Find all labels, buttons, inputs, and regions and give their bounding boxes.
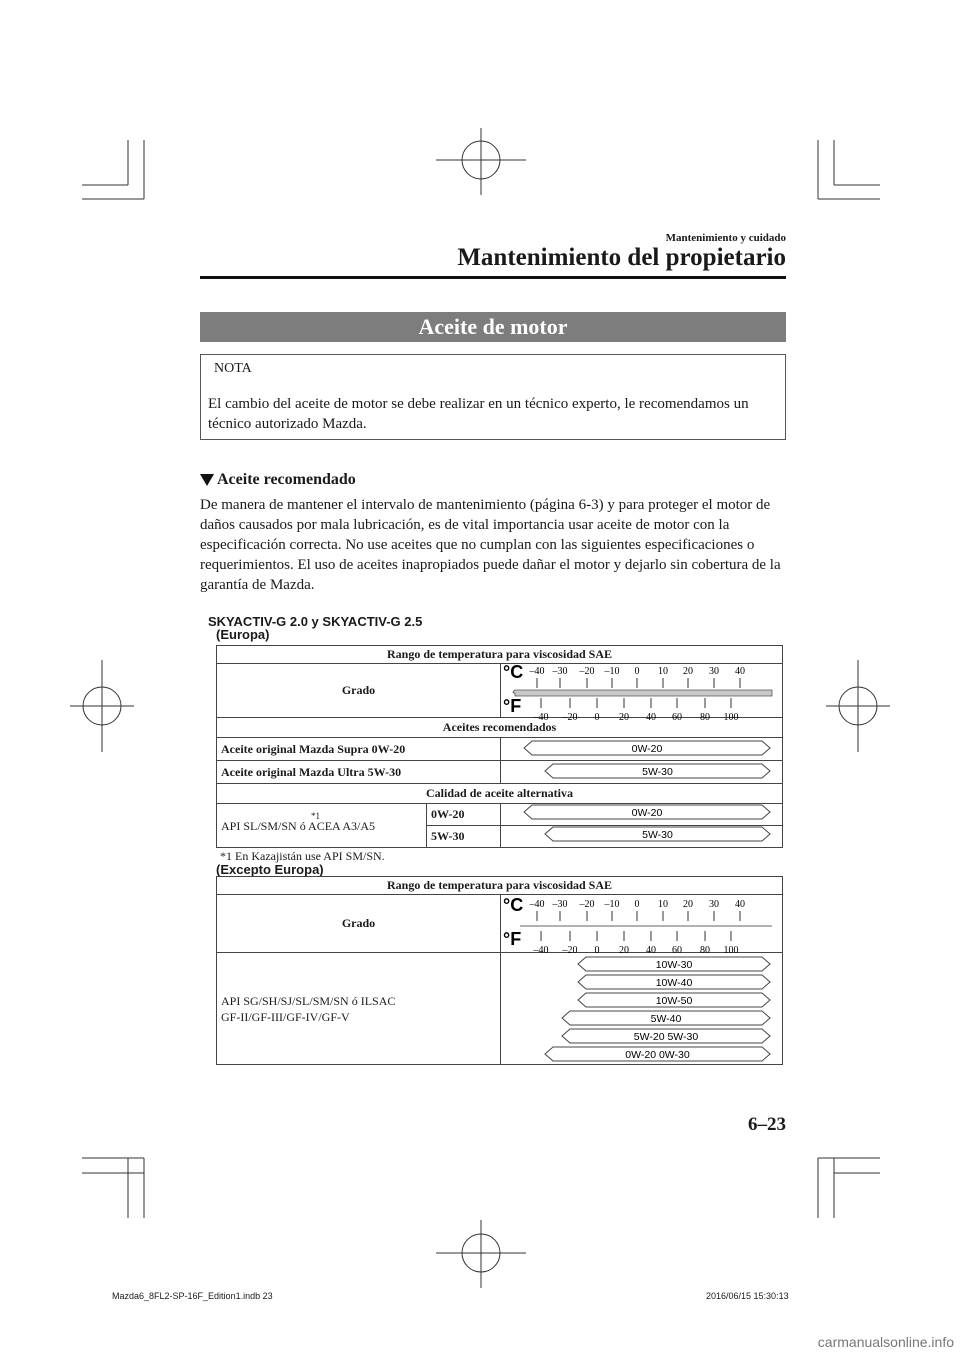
celsius-tick-label: –30 xyxy=(552,666,568,677)
europe-recommended-2: Aceite original Mazda Ultra 5W-30 xyxy=(217,761,501,784)
celsius-tick-label: –30 xyxy=(552,899,568,910)
celsius-tick-label: 0 xyxy=(634,666,640,677)
celsius-tick-label: 30 xyxy=(709,666,719,677)
celsius-tick-label: 20 xyxy=(683,666,693,677)
footnote: *1 En Kazajistán use API SM/SN. xyxy=(220,849,385,863)
chapter-title: Mantenimiento y cuidado xyxy=(665,232,786,244)
fahrenheit-symbol: °F xyxy=(503,696,522,716)
fahrenheit-tick-label: 100 xyxy=(723,945,739,956)
page-number: 6–23 xyxy=(748,1114,786,1135)
body-paragraph: De manera de mantener el intervalo de mantenimiento (página 6-3) y para proteger el motor de daños causados por mala lubricación, es de vital importancia usar aceite de motor con la especificación correcta. No use aceites que no cumplan con las siguientes especificaciones o requerimientos. El uso de aceites inapropiados puede dañar el motor y dejarlo sin cobertura de la garantía de Mazda. xyxy=(200,497,781,593)
note-label: NOTA xyxy=(214,361,252,376)
range-bar-alt-2-label: 5W-30 xyxy=(642,829,673,841)
range-bar-10w50-label: 10W-50 xyxy=(655,995,693,1007)
fahrenheit-tick-label: 20 xyxy=(619,712,629,723)
fahrenheit-tick-label: 60 xyxy=(672,712,682,723)
celsius-tick-label: –20 xyxy=(579,899,595,910)
celsius-tick-label: 30 xyxy=(709,899,719,910)
celsius-tick-label: 10 xyxy=(658,899,668,910)
engine-title: SKYACTIV-G 2.0 y SKYACTIV-G 2.5 xyxy=(208,614,423,629)
range-bar-recommended-2-label: 5W-30 xyxy=(642,766,673,778)
fahrenheit-symbol: °F xyxy=(503,929,522,949)
celsius-tick-label: 0 xyxy=(634,899,640,910)
temperature-scale-except-europe xyxy=(503,895,772,956)
europe-alternative-spec-text: API SL/SM/SN ó ACEA A3/A5 xyxy=(221,818,376,833)
range-bar-5w20-5w30-label: 5W-20 5W-30 xyxy=(633,1031,699,1043)
europe-recommended-1: Aceite original Mazda Supra 0W-20 xyxy=(217,738,501,761)
fahrenheit-tick-label: 40 xyxy=(646,945,656,956)
except-europe-spec-line-2: GF-II/GF-III/GF-IV/GF-V xyxy=(221,1009,350,1024)
celsius-tick-label: 40 xyxy=(735,899,745,910)
celsius-tick-label: –10 xyxy=(604,899,620,910)
except-europe-spec-line-1: API SG/SH/SJ/SL/SM/SN ó ILSAC xyxy=(221,993,396,1008)
fahrenheit-tick-label: 20 xyxy=(619,945,629,956)
fahrenheit-tick-label: 100 xyxy=(723,712,739,723)
range-bar-5w40-label: 5W-40 xyxy=(650,1013,682,1025)
fahrenheit-tick-label: –40 xyxy=(533,945,549,956)
footer-file: Mazda6_8FL2-SP-16F_Edition1.indb 23 xyxy=(112,1291,273,1301)
fahrenheit-tick-label: –20 xyxy=(562,712,578,723)
except-europe-header: Rango de temperatura para viscosidad SAE xyxy=(217,877,783,895)
footer-timestamp: 2016/06/15 15:30:13 xyxy=(706,1291,789,1301)
range-bar-alt-1-label: 0W-20 xyxy=(631,807,663,819)
subsection-title: Aceite recomendado xyxy=(217,471,356,488)
section-title: Aceite de motor xyxy=(200,312,786,342)
celsius-tick-label: 10 xyxy=(658,666,668,677)
region-except-europe: (Excepto Europa) xyxy=(216,862,324,877)
celsius-tick-label: –10 xyxy=(604,666,620,677)
fahrenheit-tick-label: 0 xyxy=(594,945,600,956)
fahrenheit-tick-label: –20 xyxy=(562,945,578,956)
page-title: Mantenimiento del propietario xyxy=(457,244,786,271)
temperature-scale-europe xyxy=(503,662,772,723)
celsius-tick-label: –40 xyxy=(529,899,545,910)
celsius-tick-label: 20 xyxy=(683,899,693,910)
europe-header: Rango de temperatura para viscosidad SAE xyxy=(217,646,783,664)
fahrenheit-tick-label: 40 xyxy=(646,712,656,723)
europe-alternative-header: Calidad de aceite alternativa xyxy=(217,784,783,804)
range-bar-recommended-1-label: 0W-20 xyxy=(631,743,663,755)
celsius-tick-label: –20 xyxy=(579,666,595,677)
range-bar-10w40-label: 10W-40 xyxy=(655,977,693,989)
footnote-marker: *1 xyxy=(311,810,320,821)
range-bar-10w30-label: 10W-30 xyxy=(655,959,693,971)
watermark: carmanualsonline.info xyxy=(817,1334,954,1350)
europe-alt-label-2: 5W-30 xyxy=(427,826,501,848)
celsius-tick-label: 40 xyxy=(735,666,745,677)
fahrenheit-tick-label: 80 xyxy=(700,945,710,956)
fahrenheit-tick-label: 80 xyxy=(700,712,710,723)
celsius-tick-label: –40 xyxy=(529,666,545,677)
europe-grade-label: Grado xyxy=(217,664,501,718)
europe-alt-label-1: 0W-20 xyxy=(427,804,501,826)
fahrenheit-tick-label: 60 xyxy=(672,945,682,956)
range-bar-0w20-0w30-label: 0W-20 0W-30 xyxy=(625,1049,690,1061)
fahrenheit-tick-label: –40 xyxy=(533,712,549,723)
fahrenheit-tick-label: 0 xyxy=(594,712,600,723)
temperature-bar xyxy=(513,690,772,696)
celsius-symbol: °C xyxy=(503,895,524,915)
region-europe: (Europa) xyxy=(216,627,270,642)
europe-recommended-header: Aceites recomendados xyxy=(217,718,783,738)
except-europe-grade-label: Grado xyxy=(217,895,501,953)
celsius-symbol: °C xyxy=(503,662,524,682)
note-text: El cambio del aceite de motor se debe realizar en un técnico experto, le recomendamos un técnico autorizado Mazda. xyxy=(208,396,749,432)
